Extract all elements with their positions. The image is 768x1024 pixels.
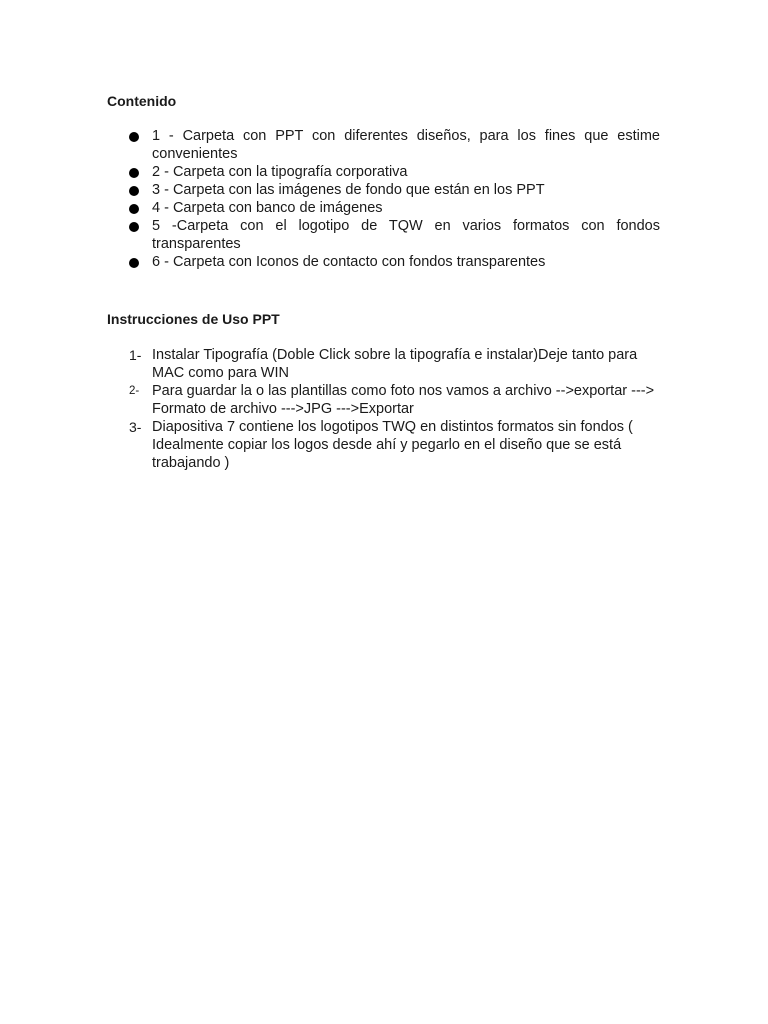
list-item-text: 6 - Carpeta con Iconos de contacto con fondos transparentes xyxy=(152,254,546,270)
list-item-text: Para guardar la o las plantillas como foto nos vamos a archivo -->exportar ---> Formato de archivo --->JPG --->Exportar xyxy=(152,383,655,417)
section-title-instrucciones: Instrucciones de Uso PPT xyxy=(107,311,280,327)
list-item xyxy=(0,217,660,253)
bullet-icon xyxy=(129,168,139,178)
bullet-icon xyxy=(129,132,139,142)
list-item xyxy=(0,199,660,217)
list-item-text: 5 -Carpeta con el logotipo de TQW en varios formatos con fondos transparentes xyxy=(152,218,660,252)
bullet-icon xyxy=(129,222,139,232)
list-item-text: Instalar Tipografía (Doble Click sobre la tipografía e instalar)Deje tanto para MAC como para WIN xyxy=(152,347,638,381)
list-item-text: 4 - Carpeta con banco de imágenes xyxy=(152,200,383,216)
list-item xyxy=(0,418,660,472)
list-item xyxy=(0,163,660,181)
list-item-number: 1- xyxy=(129,347,142,363)
list-item xyxy=(0,382,660,418)
list-item-text: 1 - Carpeta con PPT con diferentes diseños, para los fines que estime convenientes xyxy=(152,128,660,162)
list-item-text: Diapositiva 7 contiene los logotipos TWQ en distintos formatos sin fondos ( Idealmente copiar los logos desde ahí y pegarlo en el diseño que se está trabajando ) xyxy=(152,419,633,471)
list-item-number: 2- xyxy=(129,385,140,397)
contenido-list xyxy=(0,127,768,271)
instrucciones-list xyxy=(0,346,768,472)
list-item xyxy=(0,346,660,382)
section-title-contenido: Contenido xyxy=(107,93,177,109)
list-item xyxy=(0,181,660,199)
list-item xyxy=(0,253,660,271)
bullet-icon xyxy=(129,186,139,196)
list-item xyxy=(0,127,660,163)
list-item-text: 2 - Carpeta con la tipografía corporativa xyxy=(152,164,408,180)
list-item-text: 3 - Carpeta con las imágenes de fondo que están en los PPT xyxy=(152,182,545,198)
bullet-icon xyxy=(129,204,139,214)
list-item-number: 3- xyxy=(129,419,142,435)
bullet-icon xyxy=(129,258,139,268)
